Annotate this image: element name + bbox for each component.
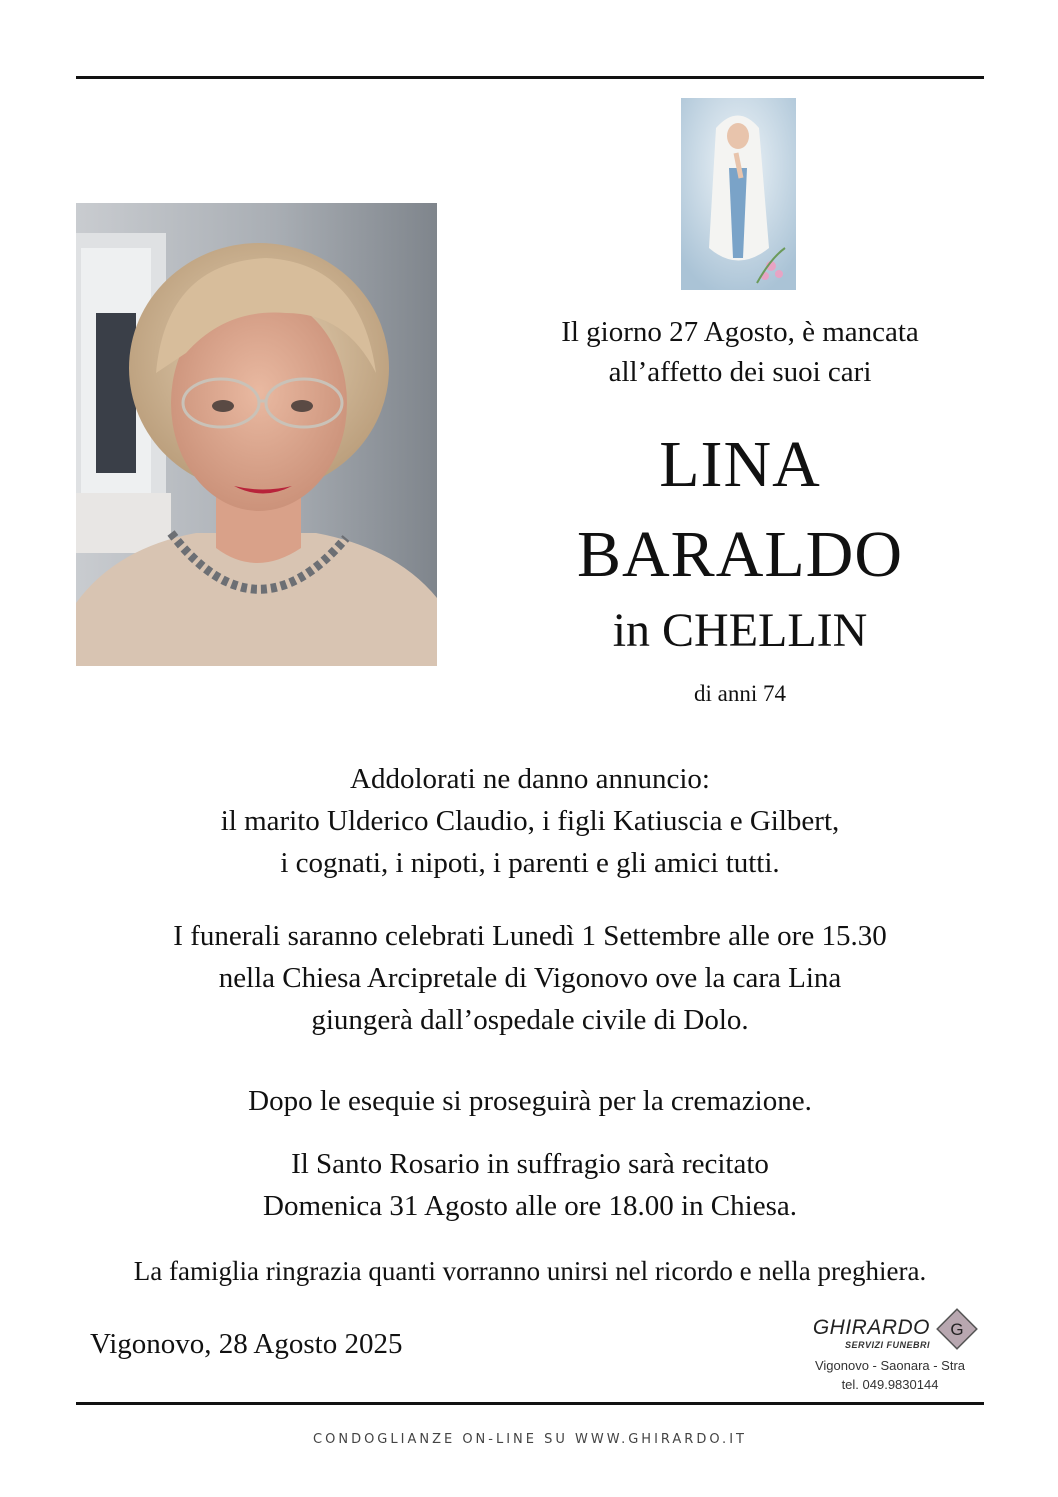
logo-diamond-icon bbox=[934, 1306, 980, 1352]
cremation-line: Dopo le esequie si proseguirà per la cremazione. bbox=[248, 1085, 812, 1117]
rosary-block bbox=[60, 1143, 1000, 1227]
thanks-line: La famiglia ringrazia quanti vorranno unirsi nel ricordo e nella preghiera. bbox=[133, 1256, 927, 1286]
last-name: BARALDO bbox=[576, 518, 903, 591]
logo-subtitle: SERVIZI FUNEBRI bbox=[844, 1340, 930, 1350]
thanks-note bbox=[60, 1250, 1000, 1292]
place-date: Vigonovo, 28 Agosto 2025 bbox=[90, 1328, 403, 1360]
announcement-line: il marito Ulderico Claudio, i figli Katiuscia e Gilbert, bbox=[220, 805, 840, 837]
logo-phone: tel. 049.9830144 bbox=[841, 1377, 939, 1392]
cremation-note bbox=[60, 1080, 1000, 1122]
logo-locations: Vigonovo - Saonara - Stra bbox=[814, 1358, 966, 1373]
funeral-line: nella Chiesa Arcipretale di Vigonovo ove la cara Lina bbox=[218, 962, 842, 994]
portrait-photo bbox=[76, 203, 437, 666]
logo-letter: G bbox=[950, 1320, 964, 1339]
first-name: LINA bbox=[659, 428, 821, 501]
funeral-block bbox=[60, 915, 1000, 1041]
rosary-line: Il Santo Rosario in suffragio sarà recitato bbox=[291, 1148, 769, 1180]
funeral-line: giungerà dall’ospedale civile di Dolo. bbox=[311, 1004, 749, 1036]
announcement-line: Addolorati ne danno annuncio: bbox=[350, 763, 710, 795]
intro-text bbox=[480, 312, 1000, 392]
intro-line-1: Il giorno 27 Agosto, è mancata bbox=[561, 316, 919, 348]
madonna-image bbox=[681, 98, 796, 290]
married-name: in CHELLIN bbox=[612, 604, 868, 657]
intro-line-2: all’affetto dei suoi cari bbox=[608, 356, 872, 388]
footer-condolences: CONDOGLIANZE ON-LINE SU WWW.GHIRARDO.IT bbox=[313, 1432, 747, 1447]
bottom-rule bbox=[76, 1402, 984, 1405]
age: di anni 74 bbox=[694, 681, 786, 706]
logo-name: GHIRARDO bbox=[812, 1316, 930, 1339]
funeral-home-logo bbox=[790, 1300, 990, 1396]
top-rule bbox=[76, 76, 984, 79]
rosary-line: Domenica 31 Agosto alle ore 18.00 in Chiesa. bbox=[263, 1190, 797, 1222]
announcement-block bbox=[60, 758, 1000, 884]
funeral-line: I funerali saranno celebrati Lunedì 1 Settembre alle ore 15.30 bbox=[173, 920, 887, 952]
announcement-line: i cognati, i nipoti, i parenti e gli amici tutti. bbox=[280, 847, 780, 879]
